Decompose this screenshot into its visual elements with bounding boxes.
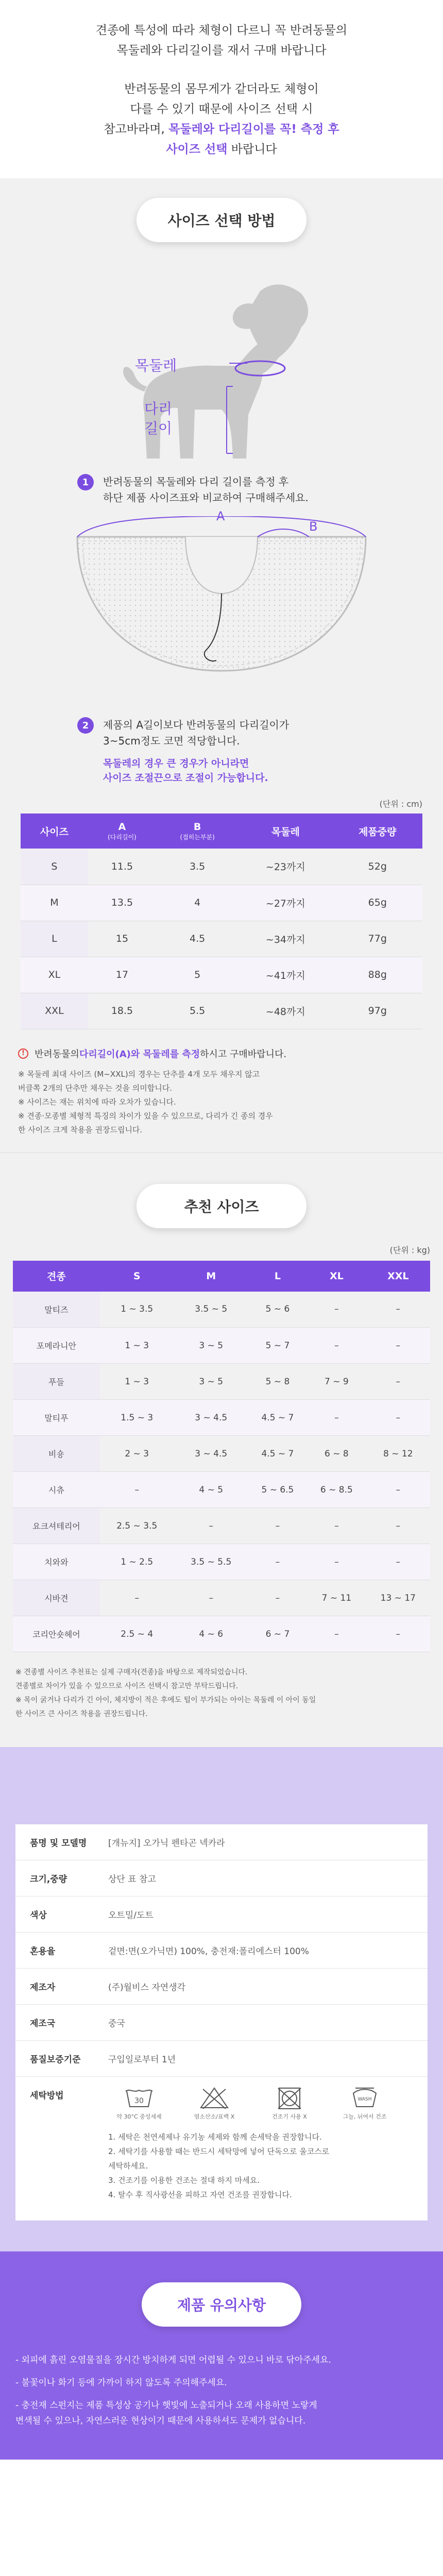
size-table-cell: 15 [88, 921, 156, 957]
step-number: 2 [77, 717, 94, 734]
warning-bold: 다리길이(A)와 목둘레를 측정 [79, 1048, 200, 1060]
caution-line: - 충전재 스펀지는 제품 특성상 공기나 햇빛에 노출되거나 오래 사용하면 노랗게 [15, 2400, 317, 2411]
wash-step: 3. 건조기를 이용한 건조는 절대 하지 마세요. [108, 2176, 260, 2185]
recommend-table-cell: – [248, 1508, 307, 1544]
recommend-table-row [13, 1292, 430, 1328]
recommend-table-cell: 시바견 [13, 1580, 100, 1616]
header-cell: 견종 [13, 1261, 100, 1292]
size-table-cell: 88g [333, 957, 422, 993]
recommend-table-row [13, 1508, 430, 1544]
warning-text: 반려동물의 [35, 1048, 79, 1060]
caution-body [0, 2347, 443, 2460]
info-value: [개뉴지] 오가닉 펜타곤 넥카라 [108, 1838, 225, 1849]
leg-label-line1: 다리 [144, 400, 173, 417]
intro-highlight: 목둘레와 다리길이를 꼭! 측정 후 [168, 123, 339, 136]
step-text [103, 717, 289, 749]
wash-steps [108, 2130, 422, 2209]
wash-label: 세탁방법 [30, 2091, 64, 2101]
info-row [15, 1824, 428, 1860]
leg-label-line2: 길이 [144, 420, 173, 437]
wash-icons [108, 2086, 422, 2121]
info-key: 품명 및 모델명 [30, 1838, 87, 1849]
intro-section [0, 0, 443, 160]
size-table-cell: 4.5 [156, 921, 238, 957]
size-table-row [21, 957, 422, 993]
recommend-table-row [13, 1364, 430, 1400]
size-table-row [21, 849, 422, 885]
size-table-unit: (단위 : cm) [379, 799, 422, 809]
intro-paragraph-1 [0, 21, 443, 61]
recommend-table-cell: 3 ~ 5 [174, 1328, 248, 1364]
wash-caption: 약 30°C 중성세제 [116, 2113, 162, 2120]
info-key: 제조자 [30, 1982, 56, 1993]
wash-caption: 염소산소/표백 X [194, 2113, 235, 2120]
recommend-table [13, 1261, 430, 1653]
note-line: 한 사이즈 크게 착용을 권장드립니다. [18, 1125, 143, 1134]
note-line: 한 사이즈 큰 사이즈 착용을 권장드립니다. [15, 1710, 148, 1718]
recommend-table-cell: 5 ~ 7 [248, 1328, 307, 1364]
wash-icon-item [334, 2086, 396, 2121]
size-notes [18, 1067, 425, 1137]
recommend-table-cell: – [366, 1328, 430, 1364]
header-cell: M [174, 1261, 248, 1292]
recommend-table-cell: 1 ~ 3 [100, 1328, 174, 1364]
info-row [15, 2041, 428, 2077]
note-line: 버클쪽 2개의 단추만 채우는 것을 의미합니다. [18, 1083, 172, 1093]
measure-warning [18, 1047, 425, 1060]
neck-label: 목둘레 [135, 357, 177, 374]
recommend-table-cell: – [307, 1544, 366, 1580]
recommend-table-row [13, 1328, 430, 1364]
size-table-cell: 3.5 [156, 849, 238, 885]
intro-highlight: 사이즈 선택 [166, 143, 228, 156]
recommend-table-cell: 5 ~ 6.5 [248, 1472, 307, 1508]
info-key: 색상 [30, 1910, 47, 1921]
header-cell: S [100, 1261, 174, 1292]
recommend-table-cell: – [100, 1580, 174, 1616]
size-table-cell: 5.5 [156, 993, 238, 1029]
size-table-cell: 18.5 [88, 993, 156, 1029]
recommend-table-row [13, 1472, 430, 1508]
info-row [15, 1933, 428, 1969]
label-b: B [309, 519, 318, 534]
step-line: 반려동물의 목둘레와 다리 길이를 측정 후 [103, 476, 289, 488]
wash-icon-item [259, 2086, 320, 2121]
size-table-header [21, 814, 422, 849]
size-table-cell: 97g [333, 993, 422, 1029]
recommend-table-cell: 7 ~ 11 [307, 1580, 366, 1616]
info-value: 오트밀/도트 [108, 1910, 154, 1921]
label-a: A [216, 509, 225, 523]
recommend-table-cell: 6 ~ 8 [307, 1436, 366, 1472]
intro-text: 다를 수 있기 때문에 사이즈 선택 시 [130, 103, 313, 116]
recommend-table-cell: 포메라니안 [13, 1328, 100, 1364]
recommend-table-cell: 코리안숏헤어 [13, 1616, 100, 1652]
recommend-table-cell: 13 ~ 17 [366, 1580, 430, 1616]
size-table-cell: XL [21, 957, 88, 993]
size-table-cell: 5 [156, 957, 238, 993]
recommend-table-cell: 2 ~ 3 [100, 1436, 174, 1472]
product-info-section [0, 1747, 443, 2251]
wash-caption: 건조기 사용 X [272, 2113, 307, 2120]
wash-step: 세탁하세요. [108, 2161, 148, 2171]
intro-text: 바랍니다 [227, 143, 277, 156]
info-value: (주)월비스 자연생각 [108, 1982, 186, 1993]
recommend-table-cell: 비숑 [13, 1436, 100, 1472]
dog-illustration [0, 263, 443, 459]
recommend-table-cell: 푸들 [13, 1364, 100, 1400]
svg-text:WASH: WASH [357, 2097, 372, 2102]
step-line: 제품의 A길이보다 반려동물의 다리길이가 [103, 719, 289, 731]
size-table-row [21, 993, 422, 1029]
recommend-table-cell: – [366, 1544, 430, 1580]
note-line: ※ 목이 굵거나 다리가 긴 아이, 체지방이 적은 후에도 털이 부가되는 아이는 목둘레 이 아이 동일 [15, 1696, 316, 1704]
note-line: 사이즈 조절끈으로 조절이 가능합니다. [103, 772, 268, 784]
recommend-table-cell: – [307, 1616, 366, 1652]
size-table-cell: ~41까지 [238, 957, 332, 993]
shade-dry-icon [349, 2086, 380, 2110]
header-cell: 목둘레 [238, 814, 332, 849]
size-table-cell: L [21, 921, 88, 957]
recommend-table-cell: 2.5 ~ 3.5 [100, 1508, 174, 1544]
dog-silhouette-icon [0, 263, 443, 459]
caution-section [0, 2251, 443, 2460]
recommend-table-cell: – [248, 1580, 307, 1616]
recommend-table-row [13, 1580, 430, 1616]
info-key: 품질보증기준 [30, 2055, 81, 2065]
recommend-table-cell: 2.5 ~ 4 [100, 1616, 174, 1652]
info-value: 겉면:면(오가닉면) 100%, 충전재:폴리에스터 100% [108, 1946, 309, 1957]
caution-header [0, 2251, 443, 2347]
info-row [15, 1896, 428, 1933]
recommend-table-cell: – [248, 1544, 307, 1580]
size-table-cell: 11.5 [88, 849, 156, 885]
collar-illustration [0, 509, 443, 712]
info-value: 구입일로부터 1년 [108, 2055, 176, 2065]
header-cell: B (접히는부분) [156, 814, 238, 849]
note-line: ※ 견종·모종별 체형적 특징의 차이가 있을 수 있으므로, 다리가 긴 종의 경우 [18, 1111, 273, 1121]
header-cell: 사이즈 [21, 814, 88, 849]
wash-content [103, 2077, 428, 2221]
warning-text: 하시고 구매바랍니다. [200, 1048, 287, 1060]
note-line: 견종별로 차이가 있을 수 있으므로 사이즈 선택시 참고만 부탁드립니다. [15, 1682, 238, 1690]
header-cell: A (다리길이) [88, 814, 156, 849]
info-row [15, 1969, 428, 2005]
size-table-cell: ~27까지 [238, 885, 332, 921]
recommend-table-header [13, 1261, 430, 1292]
header-cell: XXL [366, 1261, 430, 1292]
size-table-cell: 65g [333, 885, 422, 921]
intro-text: 견종에 특성에 따라 체형이 다르니 꼭 반려동물의 [95, 24, 348, 37]
size-table-cell: 4 [156, 885, 238, 921]
recommend-table-cell: – [174, 1580, 248, 1616]
warning-icon: ! [18, 1048, 28, 1059]
recommend-table-cell: – [366, 1400, 430, 1436]
recommend-table-cell: 4.5 ~ 7 [248, 1436, 307, 1472]
recommend-table-cell: 말티즈 [13, 1292, 100, 1328]
size-guide-section [0, 178, 443, 1153]
recommend-notes [15, 1666, 428, 1721]
recommend-table-cell: 1.5 ~ 3 [100, 1400, 174, 1436]
size-table-cell: 77g [333, 921, 422, 957]
recommend-unit: (단위 : kg) [389, 1245, 430, 1255]
recommend-table-cell: – [174, 1508, 248, 1544]
recommend-table-cell: – [366, 1292, 430, 1328]
caution-title: 제품 유의사항 [142, 2282, 301, 2327]
recommend-section [0, 1153, 443, 1748]
step-2 [77, 717, 443, 749]
recommend-table-cell: 6 ~ 7 [248, 1616, 307, 1652]
recommend-table-cell: 6 ~ 8.5 [307, 1472, 366, 1508]
collar-diagram-icon [0, 516, 443, 712]
intro-text: 반려동물의 몸무게가 같더라도 체형이 [124, 82, 319, 96]
product-info-card [15, 1824, 428, 2221]
info-key: 크기,중량 [30, 1874, 67, 1885]
size-table-cell: ~48까지 [238, 993, 332, 1029]
step-2-note [103, 756, 443, 785]
wash-step: 2. 세탁기를 사용할 때는 반드시 세탁망에 넣어 단독으로 울코스로 [108, 2147, 330, 2156]
wash-step: 1. 세탁은 천연세제나 유기농 세제와 함께 손세탁을 권장합니다. [108, 2132, 322, 2142]
recommend-table-cell: – [366, 1472, 430, 1508]
step-1 [77, 474, 443, 506]
info-row [15, 1860, 428, 1896]
caution-line: - 불꽃이나 화기 등에 가까이 하지 않도록 주의해주세요. [15, 2378, 227, 2388]
size-table-cell: ~23까지 [238, 849, 332, 885]
recommend-table-cell: – [307, 1292, 366, 1328]
size-table-cell: S [21, 849, 88, 885]
recommend-table-cell: – [366, 1616, 430, 1652]
recommend-table-cell: 3.5 ~ 5.5 [174, 1544, 248, 1580]
recommend-table-cell: 1 ~ 3 [100, 1364, 174, 1400]
info-value: 상단 표 참고 [108, 1874, 156, 1885]
recommend-table-cell: 치와와 [13, 1544, 100, 1580]
size-table-cell: 17 [88, 957, 156, 993]
caution-line: - 외피에 흙린 오염물질을 장시간 방치하게 되면 어렵될 수 있으니 바로 닦아주세요. [15, 2355, 331, 2365]
recommend-table-cell: 시츄 [13, 1472, 100, 1508]
recommend-table-cell: 3.5 ~ 5 [174, 1292, 248, 1328]
recommend-table-cell: 1 ~ 3.5 [100, 1292, 174, 1328]
size-table-cell: 52g [333, 849, 422, 885]
size-table-row [21, 885, 422, 921]
recommend-table-cell: – [307, 1328, 366, 1364]
recommend-table-cell: 4 ~ 6 [174, 1616, 248, 1652]
no-dryer-icon [274, 2086, 305, 2110]
step-number: 1 [77, 474, 94, 490]
wash-step: 4. 탈수 후 직사광선을 피하고 자연 건조를 권장합니다. [108, 2190, 292, 2199]
header-cell: 제품중량 [333, 814, 422, 849]
info-row [15, 2005, 428, 2041]
note-line: ※ 견종별 사이즈 추천표는 실제 구매자(견종)을 바탕으로 제작되었습니다. [15, 1668, 248, 1676]
recommend-title: 추천 사이즈 [137, 1184, 306, 1228]
size-table-row [21, 921, 422, 957]
recommend-table-row [13, 1616, 430, 1652]
wash-row [15, 2077, 428, 2221]
wash-30-icon [124, 2086, 155, 2110]
info-key: 제조국 [30, 2019, 56, 2029]
recommend-table-cell: – [366, 1508, 430, 1544]
recommend-table-cell: 1 ~ 2.5 [100, 1544, 174, 1580]
note-line: 목둘레의 경우 큰 경우가 아니라면 [103, 758, 249, 769]
recommend-table-cell: 5 ~ 8 [248, 1364, 307, 1400]
recommend-table-cell: 3 ~ 5 [174, 1364, 248, 1400]
recommend-table-row [13, 1400, 430, 1436]
recommend-table-cell: 3 ~ 4.5 [174, 1400, 248, 1436]
recommend-table-cell: 7 ~ 9 [307, 1364, 366, 1400]
recommend-table-cell: 4.5 ~ 7 [248, 1400, 307, 1436]
recommend-table-cell: – [100, 1472, 174, 1508]
size-table-cell: M [21, 885, 88, 921]
caution-line: 변색될 수 있으나, 자연스러운 현상이기 때문에 사용하셔도 문제가 없습니다. [15, 2416, 306, 2426]
intro-paragraph-2 [0, 79, 443, 160]
recommend-table-row [13, 1436, 430, 1472]
intro-text: 목둘레와 다리길이를 재서 구매 바랍니다 [116, 44, 327, 57]
info-value: 중국 [108, 2019, 125, 2029]
info-key: 혼용율 [30, 1946, 56, 1957]
recommend-table-cell: – [307, 1508, 366, 1544]
wash-icon-item [108, 2086, 170, 2121]
step-line: 3~5cm정도 코면 적당합니다. [103, 735, 240, 747]
recommend-table-cell: 말티푸 [13, 1400, 100, 1436]
recommend-table-cell: 요크셔테리어 [13, 1508, 100, 1544]
wash-caption: 그늘, 뉘여서 건조 [343, 2113, 387, 2120]
note-line: ※ 사이즈는 재는 위치에 따라 오차가 있습니다. [18, 1097, 176, 1107]
wash-icon-item [183, 2086, 245, 2121]
recommend-table-cell: 3 ~ 4.5 [174, 1436, 248, 1472]
step-text [103, 474, 309, 506]
no-bleach-icon [199, 2086, 230, 2110]
recommend-table-row [13, 1544, 430, 1580]
size-table-cell: ~34까지 [238, 921, 332, 957]
size-table-cell: XXL [21, 993, 88, 1029]
size-table-cell: 13.5 [88, 885, 156, 921]
size-guide-title: 사이즈 선택 방법 [137, 198, 306, 242]
intro-text: 참고바라며, [104, 123, 169, 136]
header-cell: L [248, 1261, 307, 1292]
recommend-table-cell: 5 ~ 6 [248, 1292, 307, 1328]
recommend-table-cell: 8 ~ 12 [366, 1436, 430, 1472]
header-cell: XL [307, 1261, 366, 1292]
recommend-table-cell: 4 ~ 5 [174, 1472, 248, 1508]
step-line: 하단 제품 사이즈표와 비교하여 구매해주세요. [103, 492, 309, 504]
recommend-table-cell: – [307, 1400, 366, 1436]
size-table [21, 814, 422, 1029]
svg-text:30: 30 [134, 2097, 144, 2105]
recommend-table-cell: – [366, 1364, 430, 1400]
note-line: ※ 목둘레 최대 사이즈 (M~XXL)의 경우는 단추를 4개 모두 채우지 않고 [18, 1069, 260, 1079]
